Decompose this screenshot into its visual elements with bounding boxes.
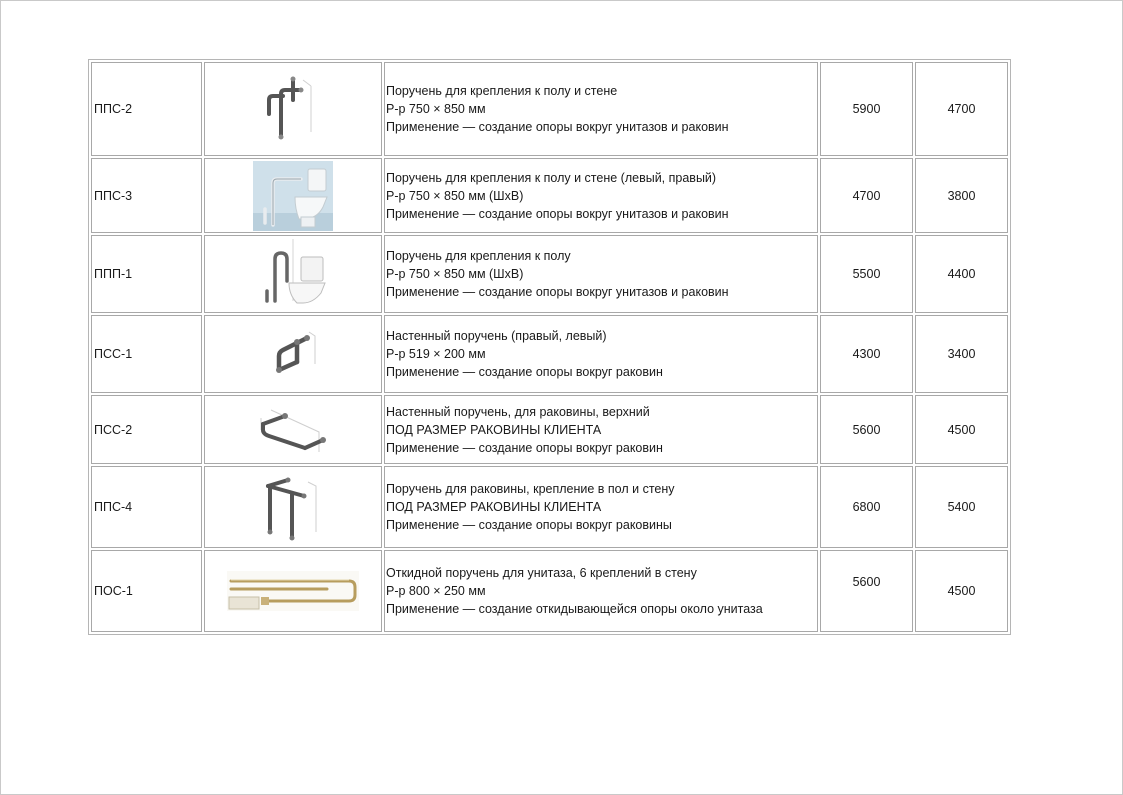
price-wholesale: 4700: [915, 62, 1008, 156]
table-row: [91, 466, 1008, 548]
product-code: ПСС-2: [91, 395, 202, 464]
price-wholesale: 3800: [915, 158, 1008, 233]
folding-grab-bar-photo-icon: [227, 571, 359, 611]
product-image-cell: [204, 158, 382, 233]
price-retail: 4300: [820, 315, 913, 393]
product-description: Поручень для крепления к полу и стене (левый, правый) Р-р 750 × 850 мм (ШхВ) Применение — создание опоры вокруг унитазов и раковин: [384, 158, 818, 233]
product-image-cell: [204, 315, 382, 393]
price-wholesale: 4500: [915, 550, 1008, 632]
table-row: [91, 395, 1008, 464]
product-code: ПСС-1: [91, 315, 202, 393]
product-code: ППП-1: [91, 235, 202, 313]
product-code: ППС-4: [91, 466, 202, 548]
price-retail: 5600: [820, 550, 913, 632]
price-wholesale: 3400: [915, 315, 1008, 393]
product-image-cell: [204, 395, 382, 464]
table-row: [91, 550, 1008, 632]
floor-grab-bar-toilet-icon: [253, 239, 333, 309]
product-code: ППС-2: [91, 62, 202, 156]
price-retail: 6800: [820, 466, 913, 548]
table-row: [91, 315, 1008, 393]
table-row: [91, 158, 1008, 233]
price-table: [88, 59, 1011, 635]
price-wholesale: 4400: [915, 235, 1008, 313]
product-image-cell: [204, 235, 382, 313]
wall-grab-bar-icon: [263, 324, 323, 384]
product-code: ПОС-1: [91, 550, 202, 632]
price-retail: 5500: [820, 235, 913, 313]
price-wholesale: 5400: [915, 466, 1008, 548]
sink-floor-wall-grab-bar-icon: [258, 472, 328, 542]
product-description: Поручень для крепления к полу Р-р 750 × 850 мм (ШхВ) Применение — создание опоры вокруг унитазов и раковин: [384, 235, 818, 313]
product-description: Поручень для раковины, крепление в пол и стену ПОД РАЗМЕР РАКОВИНЫ КЛИЕНТА Применение — создание опоры вокруг раковины: [384, 466, 818, 548]
price-retail: 5900: [820, 62, 913, 156]
price-retail: 4700: [820, 158, 913, 233]
product-description: Откидной поручень для унитаза, 6 креплений в стену Р-р 800 × 250 мм Применение — создание откидывающейся опоры около унитаза: [384, 550, 818, 632]
product-image-cell: [204, 62, 382, 156]
product-description: Поручень для крепления к полу и стене Р-р 750 × 850 мм Применение — создание опоры вокруг унитазов и раковин: [384, 62, 818, 156]
product-description: Настенный поручень (правый, левый) Р-р 519 × 200 мм Применение — создание опоры вокруг раковин: [384, 315, 818, 393]
table-row: [91, 62, 1008, 156]
product-image-cell: [204, 550, 382, 632]
table-row: [91, 235, 1008, 313]
price-retail: 5600: [820, 395, 913, 464]
product-code: ППС-3: [91, 158, 202, 233]
sink-top-grab-bar-icon: [253, 402, 333, 458]
floor-wall-grab-bar-icon: [263, 74, 323, 144]
product-description: Настенный поручень, для раковины, верхний ПОД РАЗМЕР РАКОВИНЫ КЛИЕНТА Применение — создание опоры вокруг раковин: [384, 395, 818, 464]
price-wholesale: 4500: [915, 395, 1008, 464]
product-image-cell: [204, 466, 382, 548]
toilet-grab-bar-photo-icon: [253, 161, 333, 231]
